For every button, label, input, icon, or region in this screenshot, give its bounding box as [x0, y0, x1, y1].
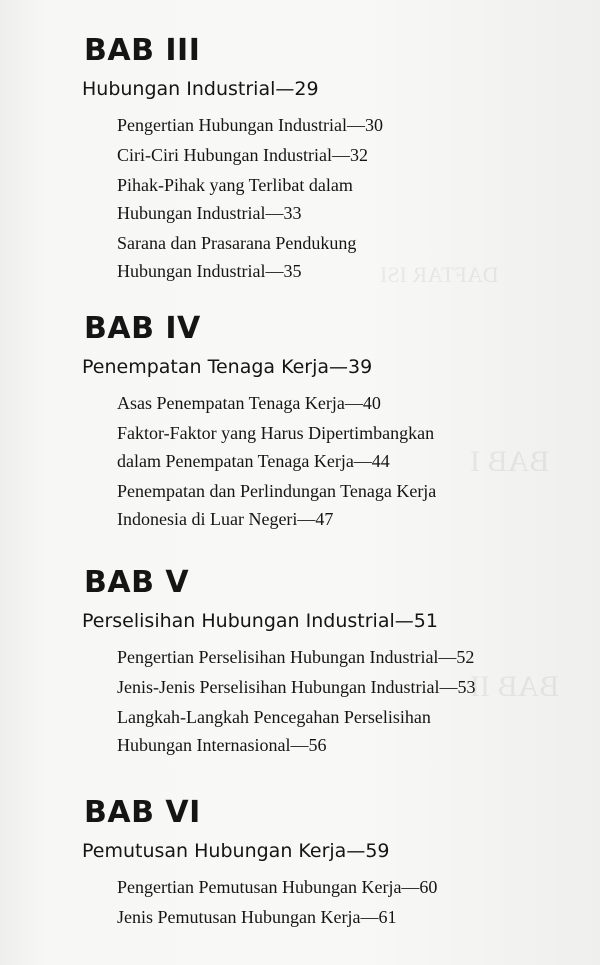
chapter-number: BAB V: [84, 565, 190, 600]
toc-entry[interactable]: [117, 389, 527, 417]
toc-entry-line: Faktor-Faktor yang Harus Dipertimbangkan: [117, 422, 435, 443]
toc-entry[interactable]: [117, 903, 527, 931]
toc-entry-line: Jenis-Jenis Perselisihan Hubungan Industrial—53: [117, 676, 476, 697]
chapter-number: BAB IV: [84, 311, 201, 346]
toc-entry-line: Asas Penempatan Tenaga Kerja—40: [117, 392, 381, 413]
toc-entry-line: Hubungan Industrial—35: [117, 260, 302, 281]
toc-entry-line: Jenis Pemutusan Hubungan Kerja—61: [117, 906, 397, 927]
toc-entry[interactable]: [117, 477, 527, 533]
toc-entry-line: Sarana dan Prasarana Pendukung: [117, 232, 357, 253]
bleed-through-text: BAB II: [470, 670, 560, 703]
toc-entry[interactable]: [117, 673, 527, 701]
chapter-title: Penempatan Tenaga Kerja—39: [82, 356, 373, 378]
toc-entry-line: Langkah-Langkah Pencegahan Perselisihan: [117, 706, 431, 727]
toc-entry-line: Pihak-Pihak yang Terlibat dalam: [117, 174, 353, 195]
chapter-title: Pemutusan Hubungan Kerja—59: [82, 840, 390, 862]
toc-entry-line: Hubungan Internasional—56: [117, 734, 327, 755]
toc-entry-line: Indonesia di Luar Negeri—47: [117, 508, 334, 529]
toc-entry-line: Pengertian Pemutusan Hubungan Kerja—60: [117, 876, 438, 897]
bleed-through-text: BAB I: [470, 445, 550, 478]
chapter-number: BAB III: [84, 33, 201, 68]
toc-entry-line: Pengertian Perselisihan Hubungan Industrial—52: [117, 646, 475, 667]
toc-entry-line: dalam Penempatan Tenaga Kerja—44: [117, 450, 390, 471]
toc-entry-line: Pengertian Hubungan Industrial—30: [117, 114, 383, 135]
chapter-bab-vi: [82, 795, 527, 933]
toc-entry[interactable]: [117, 419, 527, 475]
bleed-through-text: DAFTAR ISI: [380, 262, 499, 287]
toc-entry[interactable]: [117, 873, 527, 901]
toc-entry-line: Ciri-Ciri Hubungan Industrial—32: [117, 144, 368, 165]
toc-entry[interactable]: [117, 111, 527, 139]
toc-entry[interactable]: [117, 141, 527, 169]
toc-entry[interactable]: [117, 703, 527, 759]
toc-entry[interactable]: [117, 171, 527, 227]
chapter-bab-v: [82, 565, 527, 761]
chapter-bab-iii: [82, 33, 527, 287]
chapter-number: BAB VI: [84, 795, 201, 830]
chapter-title: Hubungan Industrial—29: [82, 78, 319, 100]
toc-entry-line: Hubungan Industrial—33: [117, 202, 302, 223]
chapter-title: Perselisihan Hubungan Industrial—51: [82, 610, 438, 632]
toc-entry-line: Penempatan dan Perlindungan Tenaga Kerja: [117, 480, 437, 501]
toc-entry[interactable]: [117, 229, 527, 285]
chapter-bab-iv: [82, 311, 527, 535]
toc-entry[interactable]: [117, 643, 527, 671]
